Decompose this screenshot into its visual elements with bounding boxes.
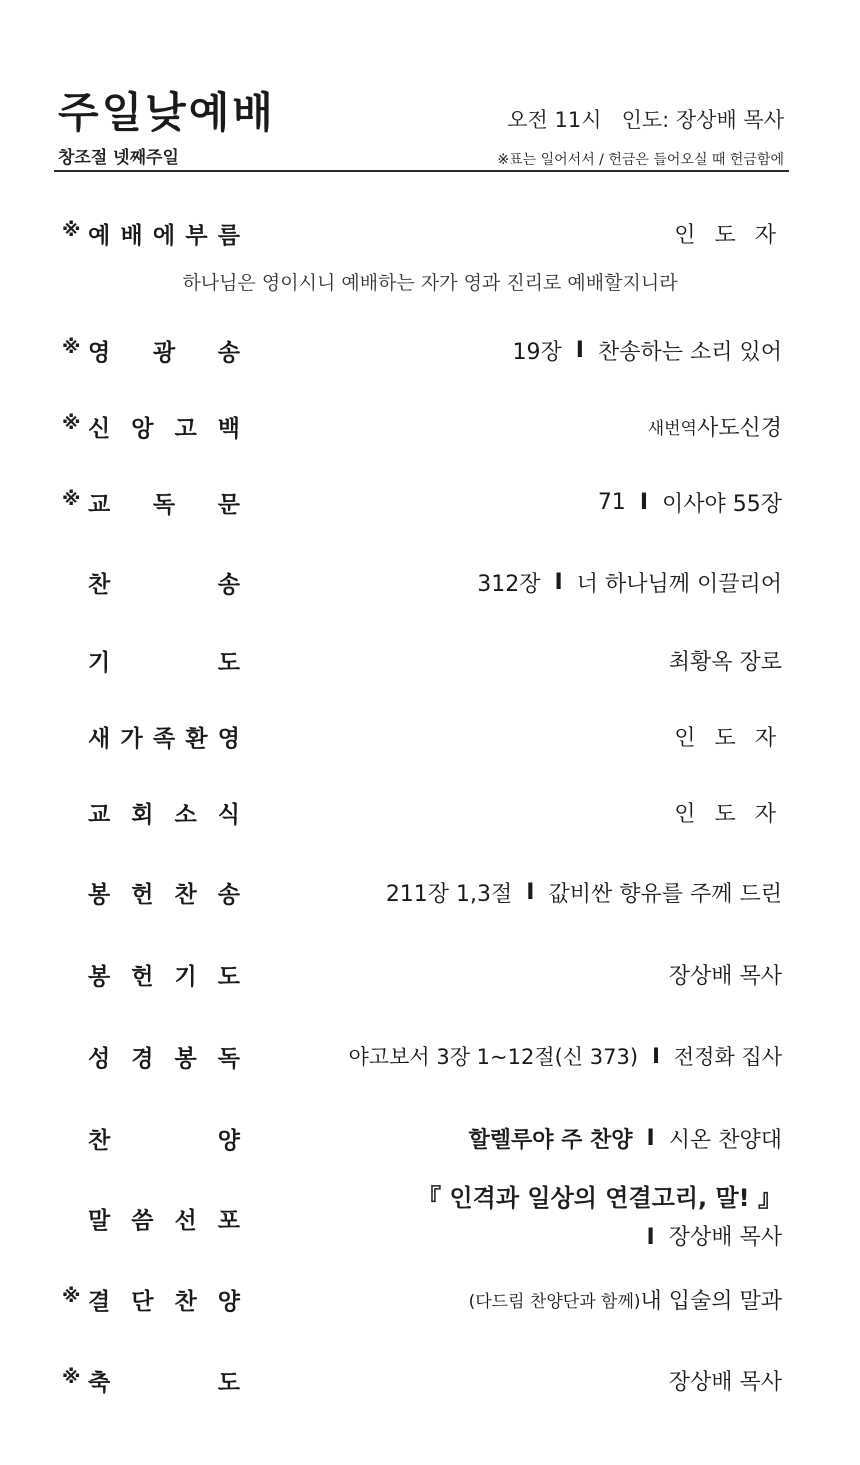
separator: I: [526, 879, 535, 905]
label-char: 도: [217, 649, 240, 676]
label-char: 경: [131, 1045, 154, 1072]
separator: I: [639, 489, 648, 515]
hymn-number: 312장: [477, 571, 541, 597]
label-char: 성: [88, 1045, 111, 1072]
standing-mark: ※: [62, 336, 81, 358]
label-char: 식: [217, 801, 240, 828]
label-char: 봉: [88, 963, 111, 990]
label-char: 양: [217, 1127, 240, 1154]
preacher-name: 장상배 목사: [668, 1225, 782, 1250]
label-char: 회: [131, 801, 154, 828]
separator: I: [652, 1044, 660, 1068]
order-value: [513, 328, 782, 372]
service-info: [507, 104, 784, 134]
order-row-benediction: [0, 1358, 860, 1402]
label-char: 송: [217, 339, 240, 366]
song-note: (다드림 찬양단과 함께): [468, 1291, 641, 1312]
order-label: [88, 1358, 240, 1402]
season-subtitle: 창조절 넷째주일: [58, 148, 179, 168]
order-value: [349, 1034, 782, 1078]
label-char: 백: [217, 415, 240, 442]
label-char: 결: [88, 1288, 111, 1315]
choir-name: 시온 찬양대: [668, 1127, 782, 1153]
label-char: 선: [174, 1207, 197, 1234]
label-char: 독: [152, 491, 176, 518]
label-char: 새: [88, 725, 111, 752]
order-value: [386, 870, 782, 914]
label-char: 영: [217, 725, 240, 752]
reading-passage: 이사야 55장: [662, 491, 782, 517]
sermon-title: 『 인격과 일상의 연결고리, 말! 』: [417, 1184, 782, 1212]
order-label: [88, 560, 240, 604]
separator: I: [575, 337, 584, 363]
label-char: 환: [185, 725, 208, 752]
order-label: [88, 211, 240, 255]
reader-name: 전정화 집사: [673, 1045, 782, 1069]
label-char: 교: [88, 801, 111, 828]
order-value: 인 도 자: [674, 725, 782, 751]
order-value: [469, 1277, 782, 1321]
bulletin-header: [0, 0, 860, 180]
translation-label: 새번역: [647, 418, 697, 439]
order-value: [477, 560, 782, 604]
order-label: [88, 952, 240, 996]
service-time: 오전 11시: [507, 108, 602, 132]
standing-mark: ※: [62, 1285, 81, 1307]
label-char: 독: [217, 1045, 240, 1072]
service-leader: 인도: 장상배 목사: [621, 108, 784, 132]
order-row-creed: [0, 404, 860, 448]
label-char: 말: [88, 1207, 111, 1234]
label-char: 송: [217, 571, 240, 598]
separator: I: [554, 569, 563, 595]
order-value: 장상배 목사: [668, 1369, 782, 1395]
standing-mark: ※: [62, 412, 81, 434]
order-row-offering-hymn: [0, 870, 860, 914]
label-char: 름: [217, 222, 240, 249]
label-char: 도: [217, 1369, 240, 1396]
order-row-responsive-reading: [0, 480, 860, 524]
order-value: 최황옥 장로: [668, 649, 782, 675]
hymn-title: 값비싼 향유를 주께 드린: [548, 881, 782, 907]
label-char: 배: [120, 222, 143, 249]
order-row-hymn: [0, 560, 860, 604]
order-value: 인 도 자: [674, 222, 782, 248]
header-divider: [54, 170, 789, 172]
label-char: 축: [88, 1369, 111, 1396]
hymn-number: 19장: [512, 339, 562, 365]
hymn-title: 너 하나님께 이끌리어: [576, 571, 782, 597]
label-char: 찬: [174, 1288, 197, 1315]
label-char: 찬: [174, 881, 197, 908]
standing-mark: ※: [62, 488, 81, 510]
label-char: 부: [185, 222, 208, 249]
label-char: 양: [217, 1288, 240, 1315]
label-char: 헌: [131, 881, 154, 908]
order-row-commitment-song: [0, 1277, 860, 1321]
order-row-offering-prayer: [0, 952, 860, 996]
order-row-gloria: [0, 328, 860, 372]
label-char: 봉: [174, 1045, 197, 1072]
label-char: 찬: [88, 571, 111, 598]
order-row-call-to-worship: [0, 211, 860, 255]
label-char: 문: [217, 491, 240, 518]
label-char: 찬: [88, 1127, 111, 1154]
standing-mark: ※: [62, 219, 81, 241]
label-char: 포: [217, 1207, 240, 1234]
separator: I: [646, 1225, 655, 1250]
order-value: 장상배 목사: [668, 963, 782, 989]
label-char: 씀: [131, 1207, 154, 1234]
order-label: [88, 714, 240, 758]
label-char: 족: [152, 725, 176, 752]
order-label: [88, 1116, 240, 1160]
label-char: 앙: [131, 415, 154, 442]
order-row-newcomer-welcome: [0, 714, 860, 758]
creed-name: 사도신경: [696, 415, 782, 441]
service-title: 주일낮예배: [58, 88, 276, 137]
label-char: 기: [88, 649, 111, 676]
label-char: 기: [174, 963, 197, 990]
label-char: 고: [174, 415, 197, 442]
order-label: [88, 790, 240, 834]
reading-number: 71: [597, 489, 626, 515]
song-title: 내 입술의 말과: [640, 1288, 782, 1314]
scripture-passage: 야고보서 3장 1~12절(신 373): [348, 1045, 639, 1069]
order-row-prayer: [0, 638, 860, 682]
order-label: [88, 1196, 240, 1240]
label-char: 헌: [131, 963, 154, 990]
label-char: 예: [88, 222, 111, 249]
hymn-number: 211장 1,3절: [385, 881, 513, 907]
hymn-title: 찬송하는 소리 있어: [597, 339, 782, 365]
order-value: 인 도 자: [674, 801, 782, 827]
order-value: [648, 404, 782, 448]
order-row-announcements: [0, 790, 860, 834]
label-char: 송: [217, 881, 240, 908]
sermon-preacher: [647, 1220, 782, 1251]
label-char: 도: [217, 963, 240, 990]
label-char: 가: [120, 725, 143, 752]
label-char: 신: [88, 415, 111, 442]
order-label: [88, 1034, 240, 1078]
order-value: [598, 480, 782, 524]
order-label: [88, 638, 240, 682]
label-char: 단: [131, 1288, 154, 1315]
order-label: [88, 870, 240, 914]
label-char: 봉: [88, 881, 111, 908]
separator: I: [646, 1125, 655, 1151]
order-row-scripture-reading: [0, 1034, 860, 1078]
order-row-anthem: [0, 1116, 860, 1160]
anthem-title: 할렐루야 주 찬양: [468, 1127, 633, 1153]
label-char: 광: [152, 339, 176, 366]
order-label: [88, 1277, 240, 1321]
scripture-verse: 하나님은 영이시니 예배하는 자가 영과 진리로 예배할지니라: [182, 272, 678, 294]
label-char: 영: [88, 339, 111, 366]
label-char: 에: [152, 222, 176, 249]
order-value: [468, 1116, 782, 1160]
order-label: [88, 480, 240, 524]
label-char: 소: [174, 801, 197, 828]
standing-mark: ※: [62, 1366, 81, 1388]
label-char: 교: [88, 491, 111, 518]
standing-note: ※표는 일어서서 / 헌금은 들어오실 때 헌금함에: [497, 152, 784, 168]
order-label: [88, 404, 240, 448]
order-label: [88, 328, 240, 372]
